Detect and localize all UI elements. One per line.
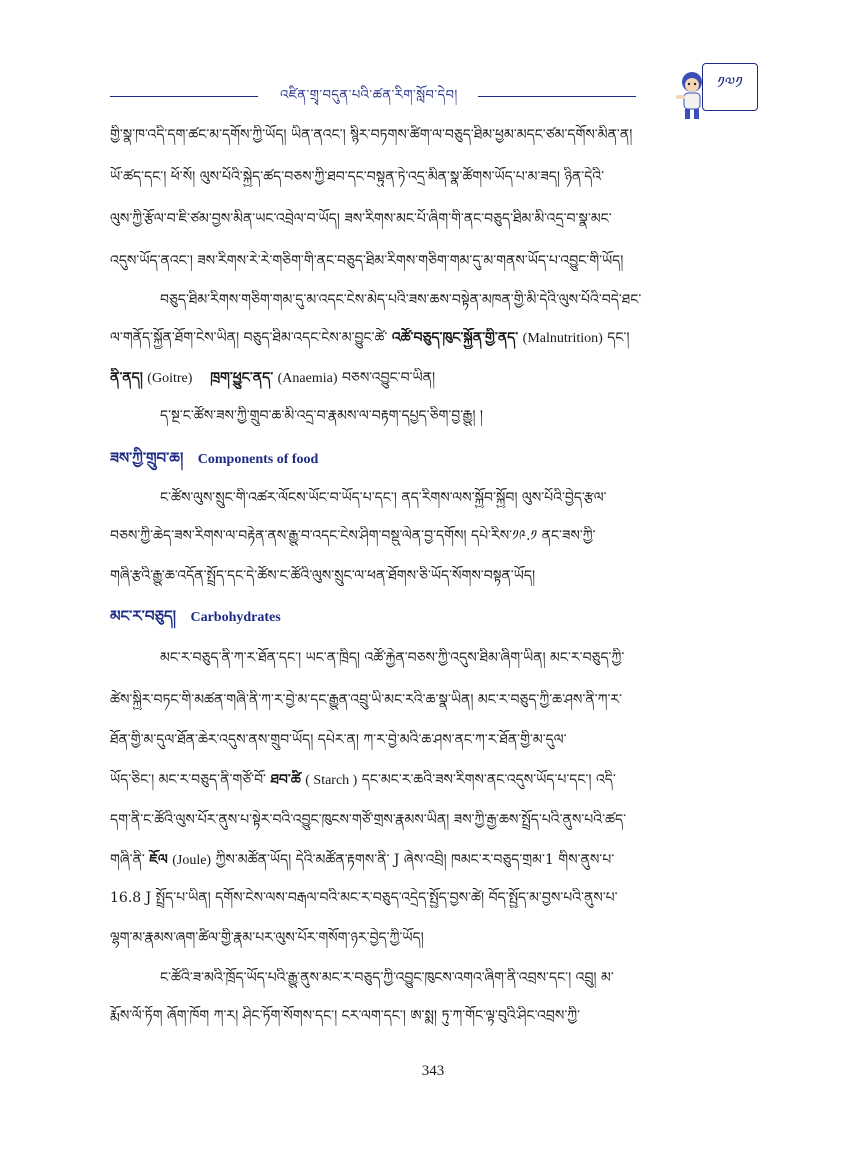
section-heading-tibetan: མང་ར་བཅུད། <box>110 607 177 625</box>
section-heading-carbohydrates <box>110 606 756 628</box>
term-joule-tibetan: ཇོལ <box>149 852 168 868</box>
term-starch-tibetan: ཐབ་ཚི <box>270 772 301 788</box>
term-anaemia-tibetan: ཁྲག་ཕྱུང་ནད་ <box>210 370 274 386</box>
text-fragment: དང་། <box>607 330 630 346</box>
header-rule-right <box>478 96 636 97</box>
text-fragment: ཀྱིས་མཚོན་ཡོད། དེའི་མཚོན་རྟགས་ནི་ J ཞེས་འབྲི། ཁམང་ར་བཅུད་གྲམ་1 གིས་ནུས་པ་ <box>215 852 615 868</box>
text-line: གཞི་རྩའི་རྒྱུ་ཆ་འདོན་སྤྲོད་དང་དེ་ཚོས་ང་ཚོའི་ལུས་སྲུང་ལ་ཕན་ཐོགས་ཅི་ཡོད་སོགས་བསྟན་ཡོད། <box>110 568 536 584</box>
header-rule-left <box>110 96 258 97</box>
text-fragment: གཞི་ནི་ <box>110 852 145 868</box>
section-heading-components-of-food <box>110 448 756 470</box>
running-header-title: འཛིན་གྲྭ་བདུན་པའི་ཚན་རིག་སློབ་དེབ། <box>280 88 458 103</box>
section-heading-english: Carbohydrates <box>190 610 281 625</box>
section-heading-english: Components of food <box>197 452 319 467</box>
term-starch-english: ( Starch ) <box>305 773 358 788</box>
text-line: རྨོས་ལོ་ཏོག ཞོག་ཁོག ཀ་ར། ཤིང་ཏོག་སོགས་དང་། ངར་ལག་དང་། ཨ་སྨ། ཏུ་ཀ་གོང་ལྟ་བུའི་ཤིང་འབྲས་ཀྱི་ <box>110 1008 581 1024</box>
term-anaemia-english: (Anaemia) <box>277 371 338 386</box>
term-joule-english: (Joule) <box>172 853 212 868</box>
text-line: མང་ར་བཅུད་ནི་ཀ་ར་ཐོན་དང་། ཡང་ན་ཁྲིད། འཚོ་རྐྱེན་བཅས་ཀྱི་འདུས་ཐིམ་ཞིག་ཡིན། མང་ར་བཅུད་ཀྱི་ <box>160 650 625 666</box>
term-goitre-tibetan: ནི་ནད། <box>110 370 143 386</box>
page-number: 343 <box>421 1063 445 1079</box>
text-fragment: དང་མང་ར་ཆའི་ཟས་རིགས་ནང་འདུས་ཡོད་པ་དང་། འདི་ <box>361 772 616 788</box>
text-line: གྱི་སྣ་ཁ་འདི་དག་ཚང་མ་དགོས་ཀྱི་ཡོད། ཡིན་ནའང་། སྙིར་བཏགས་ཚིག་ལ་བཅུད་ཐིམ་ཕྱམ་མདང་ཙམ་དགོས་མིན་ན། <box>110 127 633 143</box>
text-line: འདུས་ཡོད་ནའང་། ཟས་རིགས་རེ་རེ་གཅིག་གི་ནང་བཅུད་ཐིམ་རིགས་གཅིག་གམ་དུ་མ་གནས་ཡོད་པ་འབྱུང་གི་ཡོད། <box>110 253 624 269</box>
text-fragment: ཡོད་ཅིང་། མང་ར་བཅུད་ནི་གཙོ་བོ་ <box>110 772 266 788</box>
text-line: བཅུད་ཐིམ་རིགས་གཅིག་གམ་དུ་མ་འདང་ངེས་མེད་པའི་ཟས་ཆས་བསྟེན་མཁན་གྱི་མི་དེའི་ལུས་པོའི་བདེ་ཐང་ <box>160 292 642 308</box>
term-malnutrition-tibetan: འཚོ་བཅུད་ཁུང་སྐྱོན་གྱི་ནད་ <box>391 330 519 346</box>
text-line-goitre-anaemia <box>110 368 756 389</box>
text-line: 16.8 J སྤྲོད་པ་ཡིན། དགོས་ངེས་ལས་བརྒལ་བའི་མང་ར་བཅུད་འདྲེད་སྤྱོད་བྱས་ཚེ། བོད་སྤྱོད་མ་བྱས་པའི་ནུས་པ་ <box>110 890 618 906</box>
text-line: དག་ནི་ང་ཚོའི་ལུས་པོར་ནུས་པ་སྟེར་བའི་འབྱུང་ཁུངས་གཙོ་གྲས་རྣམས་ཡིན། ཟས་ཀྱི་རྒྱ་ཆས་སྤྲོད་པའི་ནུས་པའི་ཚད་ <box>110 812 627 828</box>
text-fragment: བཅས་འབྱུང་བ་ཡིན། <box>341 370 436 386</box>
term-goitre-english: (Goitre) <box>147 371 193 386</box>
text-line: ལུས་ཀྱི་རྩོལ་བ་ཇི་ཙམ་བྱས་མིན་ཡང་འབྲེལ་བ་ཡོད། ཟས་རིགས་མང་པོ་ཞིག་གི་ནང་བཅུད་ཐིམ་མི་འདྲ་བ་སྣ་མང་ <box>110 211 612 227</box>
text-line: ཐོན་གྱི་མ་དུལ་ཐོན་ཆེར་འདུས་ནས་གྲུབ་ཡོད། དཔེར་ན། ཀ་ར་བྱེ་མའི་ཆ་ཤས་ནང་ཀ་ར་ཐོན་གྱི་མ་དུལ་ <box>110 732 567 748</box>
text-line: བཅས་ཀྱི་ཆེད་ཟས་རིགས་ལ་བརྟེན་ནས་རྒྱུ་བ་འདང་ངེས་ཤིག་བསྡུ་ལེན་བྱ་དགོས། དཔེ་རིས་༡༩.༡ ནང་ཟས་ཀྱི་ <box>110 528 596 544</box>
text-line: ད་སྔ་ང་ཚོས་ཟས་ཀྱི་གྲུབ་ཆ་མི་འདྲ་བ་རྣམས་ལ་བརྟག་དཔྱད་ཅིག་བྱ་རྒྱུ། ། <box>160 408 484 424</box>
text-line: ལྷག་མ་རྣམས་ཞག་ཚིལ་གྱི་རྣམ་པར་ལུས་པོར་གསོག་ཉར་བྱེད་ཀྱི་ཡོད། <box>110 930 424 946</box>
text-line-starch <box>110 770 756 791</box>
text-line-joule <box>110 850 756 871</box>
text-line: ང་ཚོས་ལུས་སྲུང་གི་འཚར་ལོངས་ཡོང་བ་ཡོད་པ་དང་། ནད་རིགས་ལས་སྐྱོབ་སྐྱོབ། ལུས་པོའི་བྱེད་རྩལ་ <box>160 490 607 506</box>
header-page-number-box: ༡༧༡ <box>702 63 758 111</box>
text-line: ཚེས་སྐྱིར་བཏང་གི་མཚན་གཞི་ནི་ཀ་ར་བྱེ་མ་དང་རྒྱུན་འབྲུ་ཡི་མང་རའི་ཆ་སྣ་ཡིན། མང་ར་བཅུད་ཀྱི་ཆ་ཤས་ནི་ཀ་ར་ <box>110 692 623 708</box>
section-heading-tibetan: ཟས་ཀྱི་གྲུབ་ཆ། <box>110 449 184 467</box>
term-malnutrition-english: (Malnutrition) <box>522 331 603 346</box>
text-line-malnutrition <box>110 328 756 349</box>
text-line: ཡོ་ཚད་དང་། ཕོ་སོ། ལུས་པོའི་སྐྱེད་ཚད་བཅས་ཀྱི་ཐབ་དང་བསྟུན་ཏེ་འདྲ་མིན་སྣ་ཚོགས་ཡོད་པ་མ་ཟད། ཉིན་དེའི་ <box>110 169 605 185</box>
text-line: ང་ཚོའི་ཟ་མའི་ཁྲོད་ཡོད་པའི་རྒྱུ་ནུས་མང་ར་བཅུད་ཀྱི་འབྱུང་ཁུངས་འགའ་ཞིག་ནི་འབྲས་དང་། འབྲུ། མ་ <box>160 970 614 986</box>
text-fragment: ལ་གནོད་སྐྱོན་ཐོག་ངེས་ཡིན། བཅུད་ཐིམ་འདང་ངེས་མ་བྱུང་ཚེ་ <box>110 330 388 346</box>
